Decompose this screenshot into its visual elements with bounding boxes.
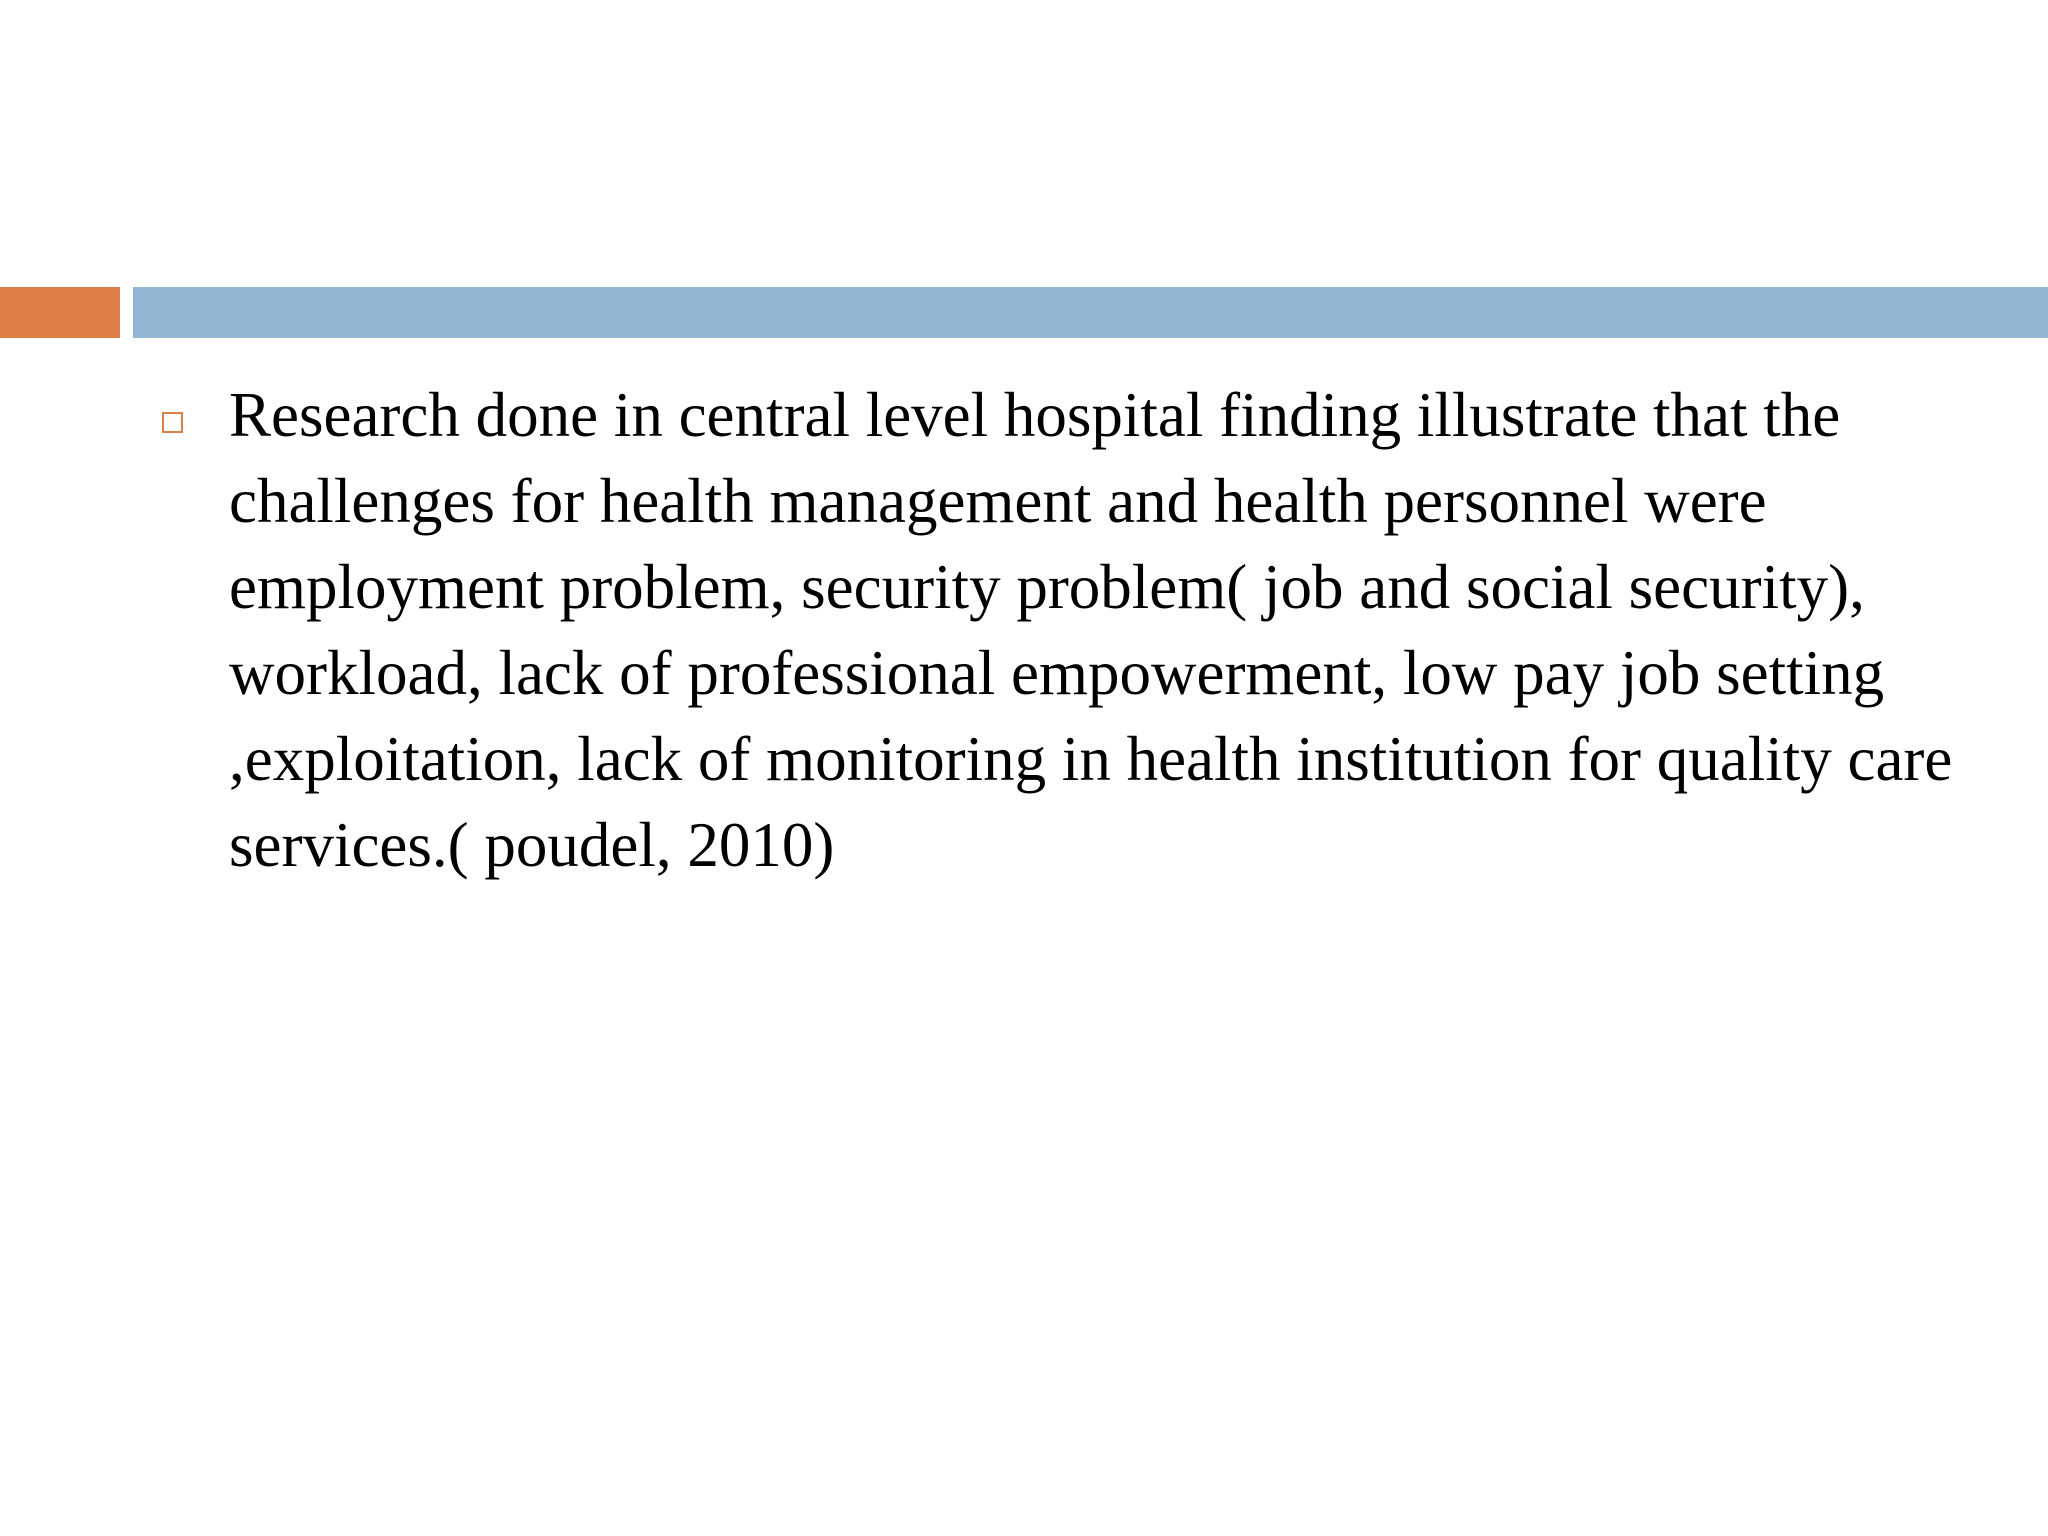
bullet-text: Research done in central level hospital finding illustrate that the challenges for health management and health personnel were employment problem, security problem( job and social security), workload, lack of professional empowerment, low pay job setting ,exploitation, lack of monitoring in health institution for quality care services.( poudel, 2010) [229,380,1953,880]
hollow-square-bullet-icon [162,412,183,433]
bullet-item [0,372,2048,888]
accent-bar [0,287,120,338]
bullet-list [0,372,2048,888]
header-bar [133,287,2048,338]
